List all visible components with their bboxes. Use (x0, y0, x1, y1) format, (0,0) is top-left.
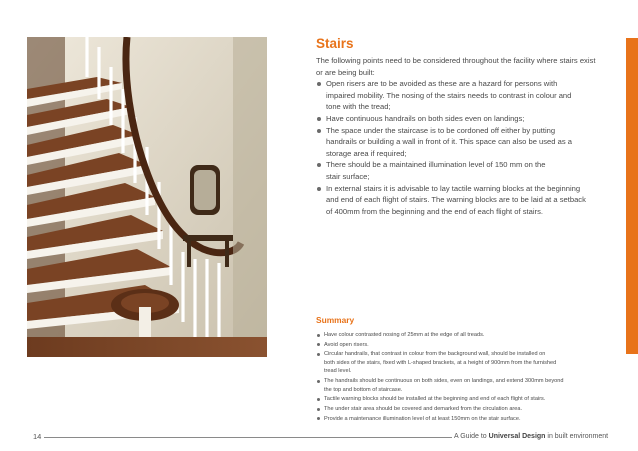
bullet-line: the top and bottom of staircase. (324, 386, 403, 393)
footer-divider (44, 437, 452, 438)
bullet-line: both sides of the stairs, fixed with L-shaped brackets, at a height of 900mm from the furnished (324, 359, 557, 366)
bullet-line: Have continuous handrails on both sides even on landings; (326, 113, 525, 123)
footer-emphasis: Universal Design (488, 433, 546, 440)
staircase-photo (27, 37, 267, 357)
list-item (316, 159, 598, 182)
list-item (316, 113, 598, 125)
bullet-line: Have colour contrasted nosing of 25mm at the edge of all treads. (324, 332, 485, 338)
list-item (316, 331, 602, 340)
bullet-icon (317, 380, 320, 383)
list-item (316, 395, 602, 404)
bullet-line: storage area if required; (326, 148, 407, 158)
bullet-line: handrails or building a wall in front of it. This space can also be used as a (326, 137, 572, 147)
bullet-line: and end of each flight of stairs. The warning blocks are to be laid at a setback (326, 195, 586, 205)
summary-bullet-list (316, 331, 602, 423)
footer-prefix: A Guide to (454, 433, 489, 440)
page-number: 14 (33, 432, 42, 441)
bullet-icon (317, 187, 321, 191)
list-item (316, 415, 602, 424)
bullet-line: Tactile warning blocks should be installed at the beginning and end of each flight of stairs. (324, 396, 546, 403)
orange-side-tab (626, 38, 638, 354)
bullet-line: tone with the tread; (326, 102, 391, 112)
bullet-line: stair surface; (326, 171, 370, 181)
summary-title: Summary (316, 315, 355, 325)
list-item (316, 125, 598, 160)
footer-suffix: in built environment (545, 433, 609, 440)
bullet-line: tread level. (324, 368, 352, 375)
bullet-icon (317, 353, 320, 356)
stairs-section (316, 36, 598, 217)
bullet-icon (317, 82, 321, 86)
stairs-bullet-list (316, 78, 598, 217)
bullet-icon (317, 334, 320, 337)
section-title: Stairs (316, 36, 354, 51)
bullet-line: impaired mobility. The nosing of the stairs needs to contrast in colour and (326, 90, 572, 100)
list-item (316, 377, 602, 394)
footer-title (454, 432, 608, 441)
intro-paragraph: The following points need to be considered throughout the facility where stairs exist or are being built: (316, 56, 596, 77)
list-item (316, 78, 598, 113)
bullet-line: Provide a maintenance illumination level of at least 150mm on the stair surface. (324, 415, 521, 422)
bullet-line: Avoid open risers. (324, 341, 369, 348)
bullet-icon (317, 408, 320, 411)
bullet-line: The handrails should be continuous on both sides, even on landings, and extend 300mm beyond (324, 378, 564, 385)
bullet-line: There should be a maintained illumination level of 150 mm on the (326, 160, 546, 170)
list-item (316, 341, 602, 350)
list-item (316, 350, 602, 376)
list-item (316, 183, 598, 218)
bullet-line: The under stair area should be covered and demarked from the circulation area. (324, 405, 523, 412)
bullet-icon (317, 129, 321, 133)
bullet-line: Open risers are to be avoided as these are a hazard for persons with (326, 79, 558, 89)
bullet-line: The space under the staircase is to be cordoned off either by putting (326, 125, 556, 135)
list-item (316, 405, 602, 414)
bullet-line: of 400mm from the beginning and the end of each flight of stairs. (326, 206, 543, 216)
bullet-icon (317, 417, 320, 420)
bullet-icon (317, 117, 321, 121)
bullet-icon (317, 343, 320, 346)
bullet-icon (317, 163, 321, 167)
bullet-line: In external stairs it is advisable to lay tactile warning blocks at the beginning (326, 183, 581, 193)
summary-section (316, 315, 602, 424)
bullet-line: Circular handrails, that contrast in colour from the background wall, should be installed on (324, 351, 546, 358)
bullet-icon (317, 398, 320, 401)
